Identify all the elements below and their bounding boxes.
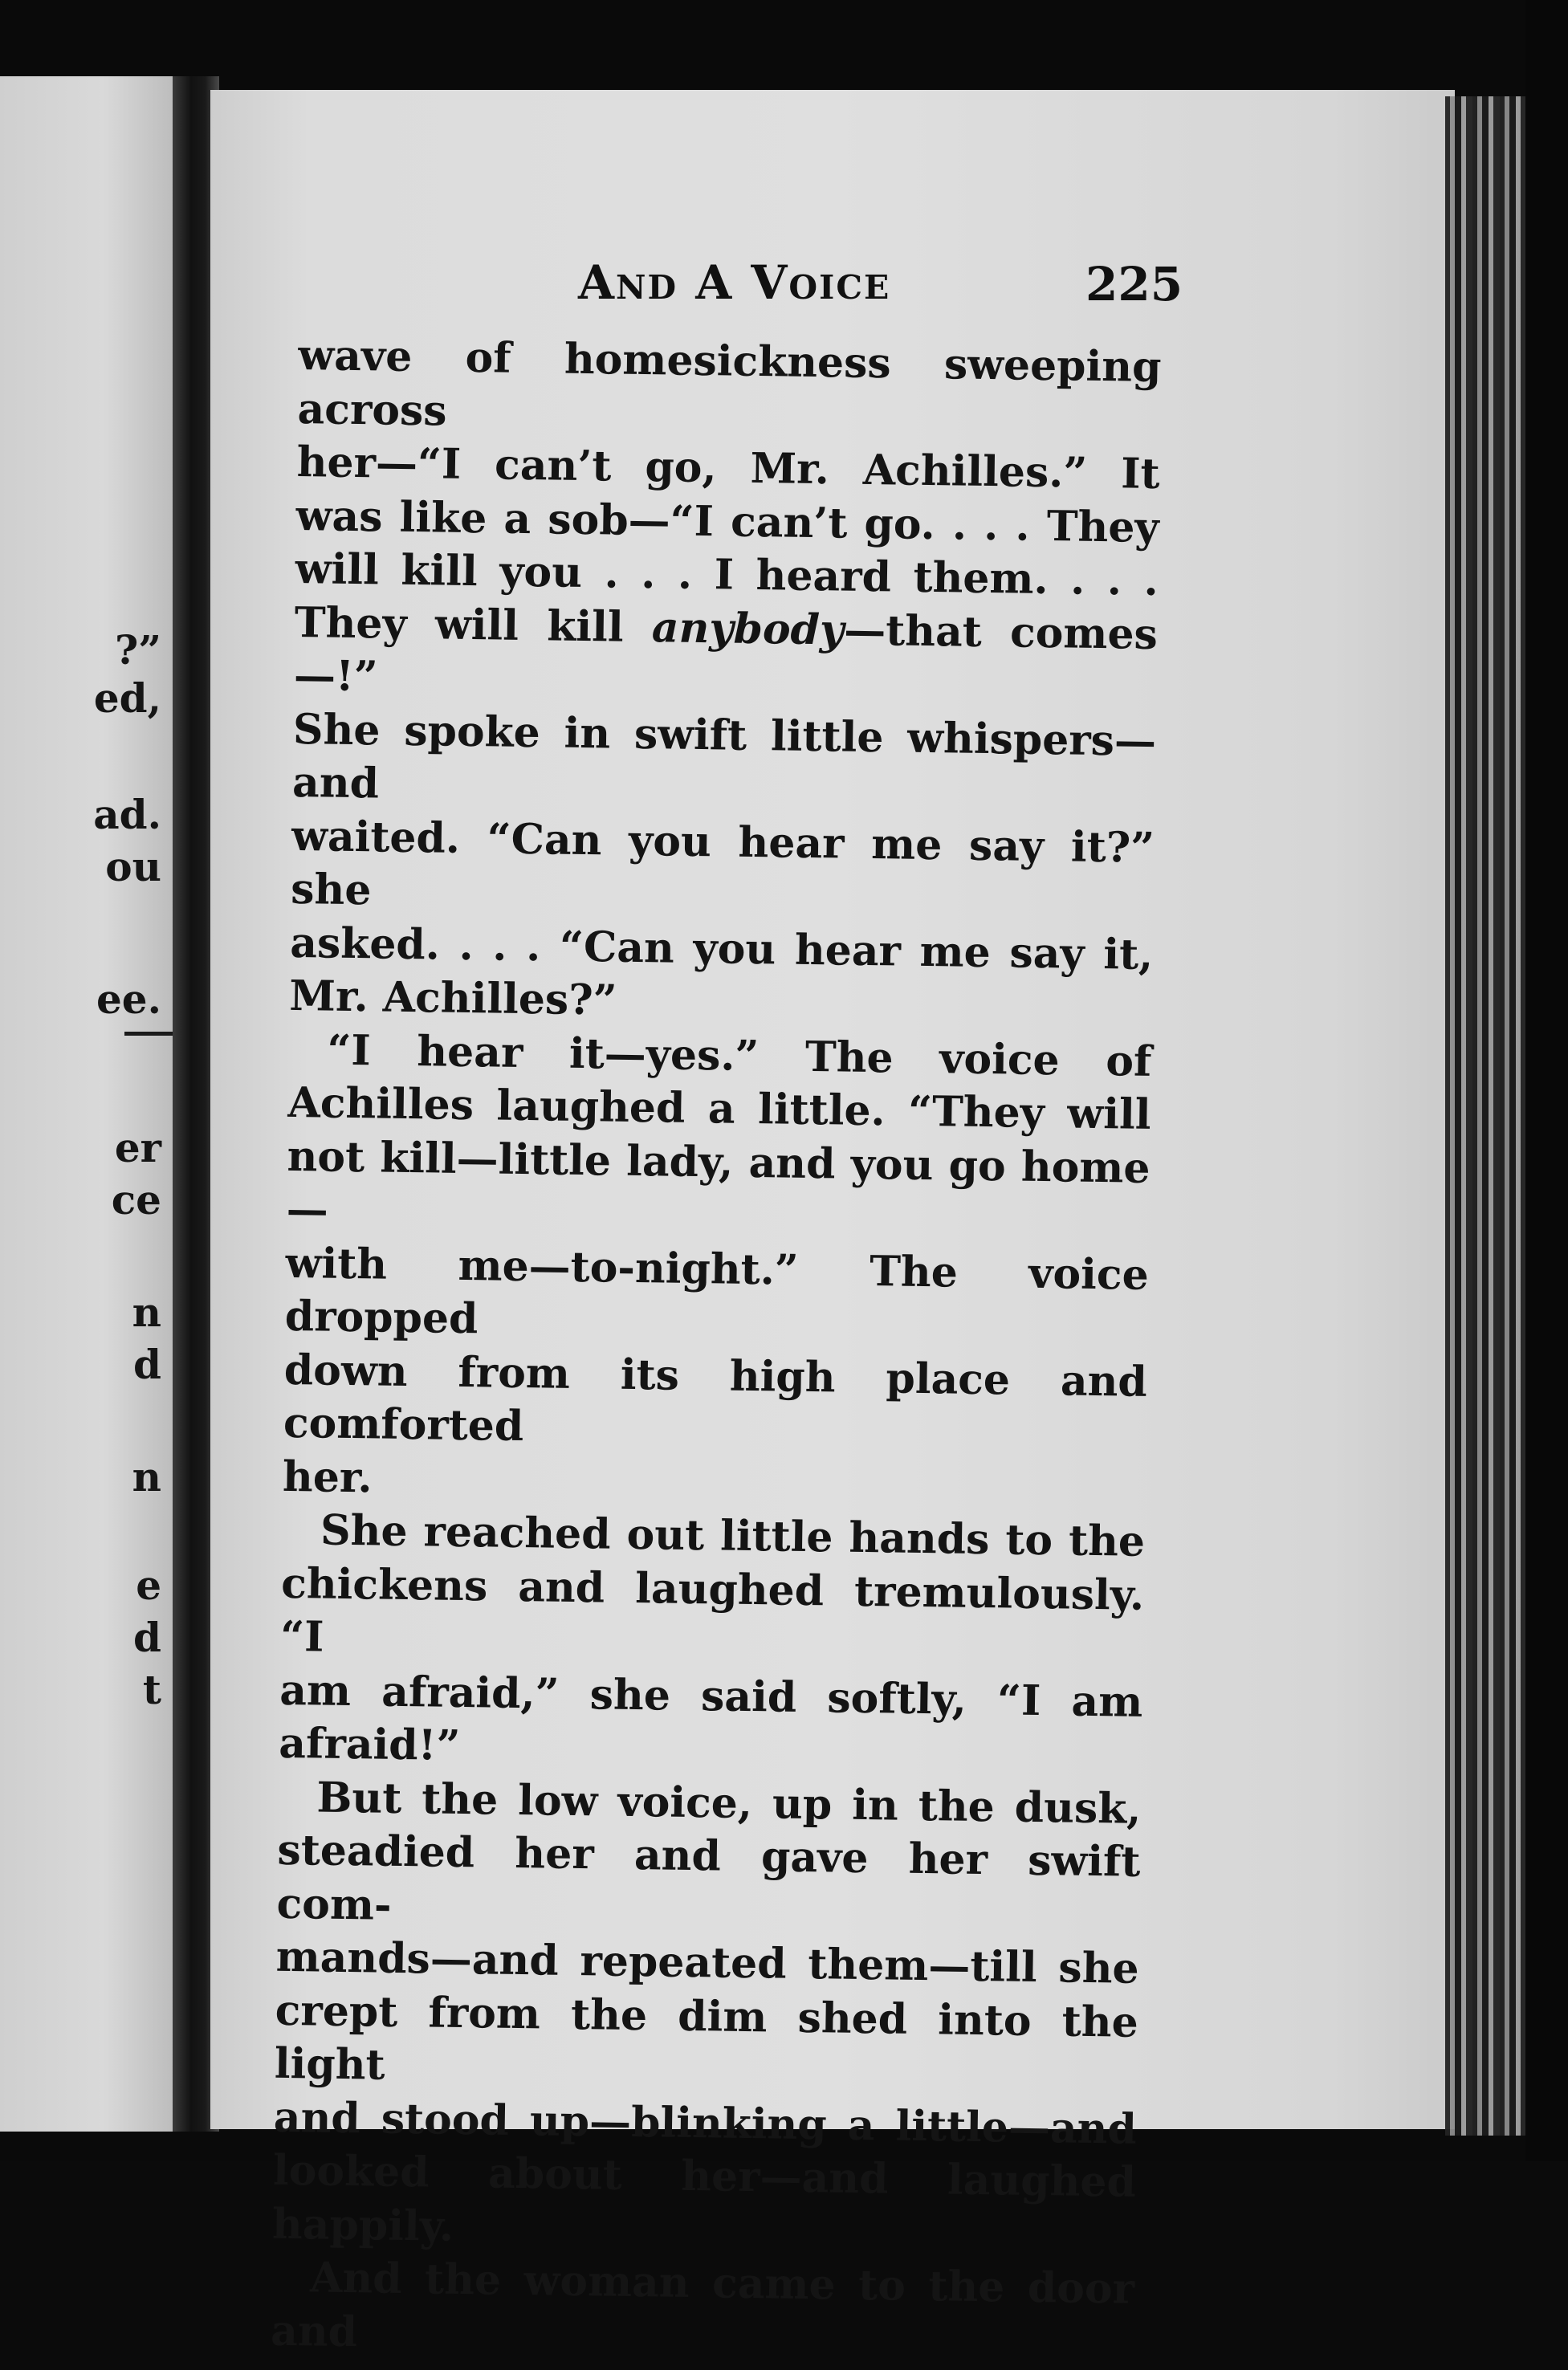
facing-page-fragment	[0, 76, 173, 2132]
facing-page-text: t	[142, 1666, 161, 1713]
facing-page-text: ce	[111, 1176, 161, 1224]
text-line: “I hear it—yes.” The voice of	[327, 1025, 1152, 1086]
text-line: down from its high place and comforted	[283, 1345, 1148, 1452]
text-line: asked. . . . “Can you hear me say it,	[289, 918, 1154, 979]
body-text	[271, 329, 1162, 2370]
text-line: her—“I can’t go, Mr. Achilles.” It	[296, 437, 1161, 499]
italic-word: anybody	[651, 602, 845, 655]
text-line: She spoke in swift little whispers—and	[291, 704, 1157, 808]
text-line-with-italic	[294, 596, 1159, 715]
text-line: not kill—little lady, and you go home—	[286, 1131, 1151, 1235]
facing-page-text: n	[132, 1453, 161, 1501]
facing-page-text: ou	[105, 843, 161, 890]
text-line: am afraid,” she said softly, “I am	[279, 1665, 1143, 1727]
facing-page-text: ed,	[93, 674, 161, 722]
page-edges	[1445, 96, 1533, 2136]
facing-page-text: ?”	[114, 626, 161, 674]
running-head: And A Voice	[578, 255, 891, 310]
page-number: 225	[1085, 257, 1183, 312]
text-line: waited. “Can you hear me say it?” she	[290, 811, 1155, 915]
text-line: chickens and laughed tremulously. “I	[279, 1558, 1145, 1662]
text-segment: —that comes—!”	[293, 605, 1159, 702]
facing-page-text: ee.	[96, 975, 161, 1023]
text-line: And the woman came to the door and	[270, 2253, 1135, 2356]
text-line: mands—and repeated them—till she	[275, 1932, 1140, 1993]
facing-page-text: er	[114, 1124, 161, 1171]
text-line: crept from the dim shed into the light	[274, 1985, 1139, 2090]
text-segment: They will kill	[294, 597, 625, 652]
text-line: steadied her and gave her swift com-	[276, 1825, 1141, 1930]
text-line: will kill you . . . I heard them. . . .	[295, 544, 1159, 605]
facing-page-text: n	[132, 1289, 161, 1336]
text-line: wave of homesickness sweeping across	[297, 330, 1162, 436]
text-line: Achilles laughed a little. “They will	[287, 1077, 1151, 1139]
text-line: and stood up—blinking a little—and	[273, 2092, 1138, 2154]
text-line: was like a sob—“I can’t go. . . . They	[295, 491, 1160, 552]
text-line: Mr. Achilles?”	[288, 971, 618, 1025]
text-line: with me—to-night.” The voice dropped	[284, 1238, 1150, 1344]
text-line: But the low voice, up in the dusk,	[316, 1772, 1142, 1834]
facing-page-text: d	[133, 1614, 161, 1661]
scan-border	[1525, 0, 1568, 2161]
text-line: afraid!”	[278, 1718, 461, 1770]
text-line: She reached out little hands to the	[320, 1505, 1146, 1566]
facing-page-rule	[124, 1032, 173, 1036]
facing-page-text: d	[133, 1341, 161, 1388]
facing-page-text: e	[136, 1562, 161, 1609]
text-line: looked about her—and laughed happily.	[271, 2145, 1137, 2251]
facing-page-text: ad.	[93, 791, 161, 838]
text-line: her.	[282, 1452, 373, 1502]
